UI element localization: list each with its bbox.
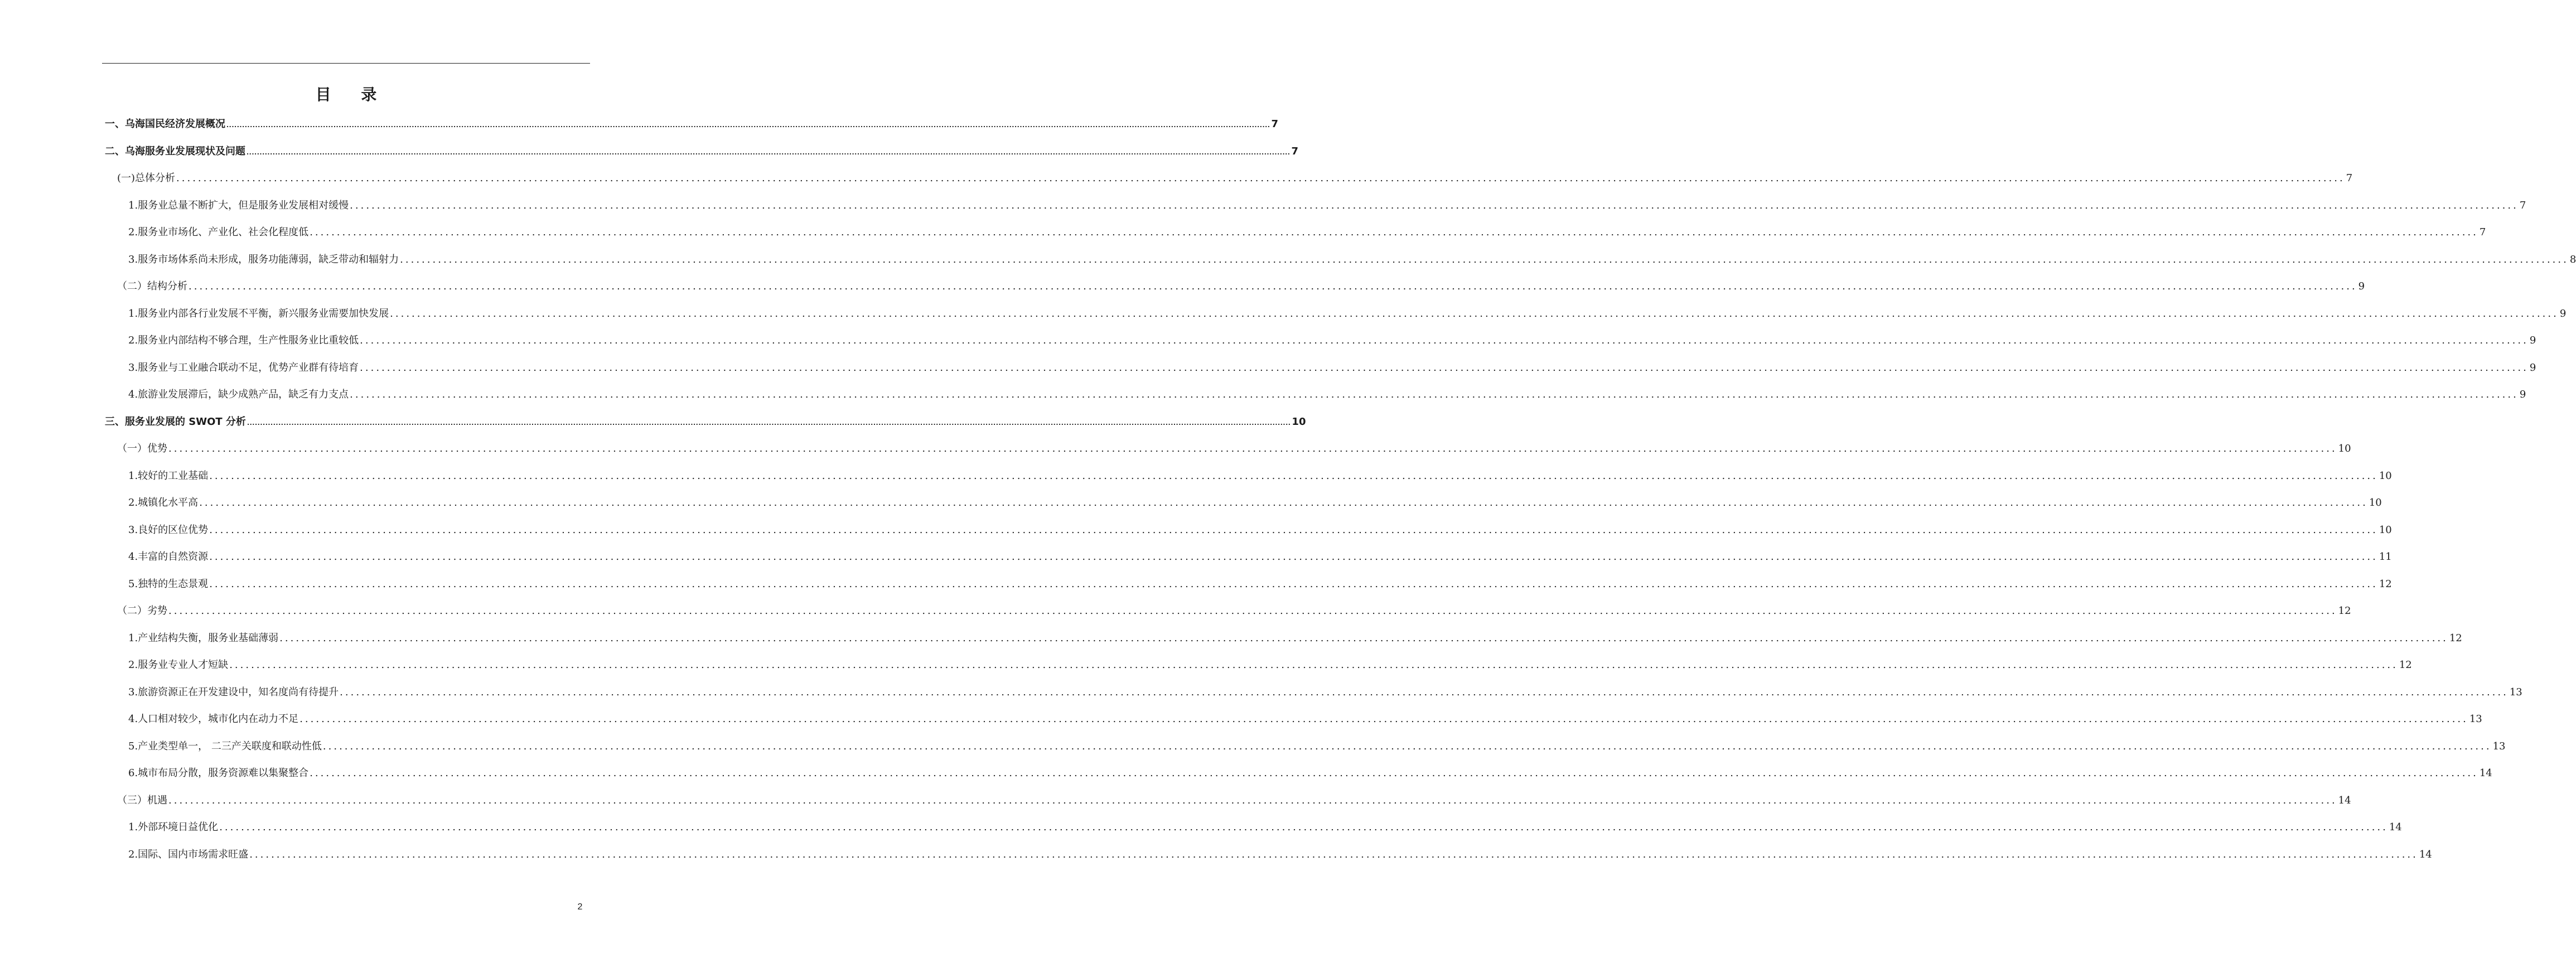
toc-dot-leader: ................................................................................................................................................................................................................................................................................................................................................................................................................ [189, 280, 2357, 292]
toc-dot-leader: ................................................................................................................................................................................................................................................................................................................................................................................................................ [249, 849, 2418, 860]
toc-dot-leader: ................................................................................................................................................................................................................................................................................................................................................................................................................ [209, 524, 2378, 536]
toc-entry[interactable] [117, 170, 2353, 187]
toc-entry-label: （三）机遇 [117, 795, 167, 806]
toc-entry-label: 2.服务业市场化、产业化、社会化程度低 [128, 226, 309, 238]
toc-entry[interactable] [128, 197, 2526, 214]
page-number: 2 [577, 902, 583, 912]
toc-entry[interactable] [128, 522, 2392, 539]
toc-dot-leader: ................................................................................................................................................................................................................................................................................................................................................................................................................ [168, 605, 2337, 617]
toc-dot-leader: ................................................................................................................................................................................................................................................................................................................................................................................................................ [340, 686, 2509, 698]
toc-dot-leader: ................................................................................................................................................................................................................................................................................................................................................................................................................ [209, 578, 2378, 590]
toc-dot-leader: ................................................................................................................................................................................................................................................................................................................................................................................................................ [310, 226, 2478, 238]
toc-entry-page: 11 [2379, 551, 2392, 563]
toc-entry[interactable] [128, 711, 2482, 728]
toc-dot-leader: ................................................................................................................................................................................................................................................................................................................................................................................................................ [360, 335, 2529, 346]
toc-entry-label: 3.服务业与工业融合联动不足，优势产业群有待培育 [128, 362, 359, 374]
toc-dot-leader: ................................................................................................................................................................................................................................................................................................................................................................................................................ [299, 713, 2468, 725]
toc-entry-label: 4.人口相对较少，城市化内在动力不足 [128, 713, 299, 725]
toc-dot-leader: ................................................................................................................................................................................................................................................................................................................................................................................................................ [310, 767, 2478, 779]
toc-entry-page: 10 [2338, 443, 2351, 454]
toc-entry[interactable] [128, 360, 2536, 376]
toc-entry-label: 5.产业类型单一， 二三产关联度和联动性低 [128, 740, 322, 752]
toc-entry[interactable] [128, 386, 2526, 403]
toc-entry-page: 10 [2369, 497, 2382, 509]
toc-entry-page: 14 [2338, 795, 2351, 806]
toc-entry-page: 8 [2569, 254, 2576, 265]
toc-dot-leader: ................................................................................................................................................................................................................................................................................................................................................................................................................ [219, 821, 2388, 833]
toc-entry-label: 1.较好的工业基础 [128, 470, 209, 482]
toc-entry-label: 一、乌海国民经济发展概况 [105, 118, 225, 130]
toc-entry[interactable] [117, 278, 2365, 295]
toc-entry-label: 4.旅游业发展滞后，缺少成熟产品，缺乏有力支点 [128, 389, 349, 400]
toc-dot-leader: ................................................................................................................................................................................................................................................................................................................................................................................................................ [176, 172, 2345, 184]
toc-entry-label: 3.服务市场体系尚未形成，服务功能薄弱，缺乏带动和辐射力 [128, 254, 399, 265]
toc-entry-page: 7 [2519, 200, 2526, 211]
toc-entry-page: 7 [1271, 118, 1279, 130]
toc-dot-leader: ................................................................................................................................................................................................................................................................................................................................................................................................................ [199, 497, 2368, 509]
toc-entry-label: 1.产业结构失衡，服务业基础薄弱 [128, 632, 279, 644]
toc-entry[interactable] [105, 116, 1279, 133]
toc-dot-leader: ................................................................................................................................................................................................................................................................................................................................................................................................................ [226, 122, 1270, 129]
toc-entry-page: 14 [2479, 767, 2492, 779]
toc-entry[interactable] [128, 306, 2567, 322]
toc-entry-page: 12 [2399, 659, 2412, 671]
toc-entry[interactable] [128, 765, 2492, 782]
toc-entry[interactable] [128, 738, 2506, 755]
toc-entry-label: 1.服务业总量不断扩大，但是服务业发展相对缓慢 [128, 200, 349, 211]
toc-dot-leader: ................................................................................................................................................................................................................................................................................................................................................................................................................ [400, 254, 2569, 265]
toc-entry[interactable] [128, 468, 2392, 485]
toc-dot-leader: ................................................................................................................................................................................................................................................................................................................................................................................................................ [360, 362, 2529, 374]
toc-entry-label: 2.国际、国内市场需求旺盛 [128, 849, 249, 860]
toc-entry-label: （二）劣势 [117, 605, 167, 617]
toc-dot-leader: ................................................................................................................................................................................................................................................................................................................................................................................................................ [322, 740, 2492, 752]
toc-entry-label: 2.城镇化水平高 [128, 497, 199, 509]
toc-entry-page: 9 [2529, 335, 2536, 346]
toc-dot-leader: ................................................................................................................................................................................................................................................................................................................................................................................................................ [209, 551, 2378, 563]
toc-dot-leader: ................................................................................................................................................................................................................................................................................................................................................................................................................ [168, 443, 2337, 454]
toc-entry-label: 3.良好的区位优势 [128, 524, 209, 536]
toc-entry-label: 2.服务业专业人才短缺 [128, 659, 229, 671]
toc-entry-label: 1.外部环境日益优化 [128, 821, 219, 833]
toc-entry-page: 7 [2479, 226, 2486, 238]
toc-entry-page: 14 [2389, 821, 2402, 833]
toc-entry[interactable] [128, 224, 2486, 241]
toc-entry-page: 12 [2449, 632, 2462, 644]
toc-entry[interactable] [128, 549, 2392, 565]
toc-dot-leader: ................................................................................................................................................................................................................................................................................................................................................................................................................ [279, 632, 2448, 644]
toc-entry-page: 12 [2338, 605, 2351, 617]
toc-entry[interactable] [128, 576, 2392, 593]
toc-dot-leader: ................................................................................................................................................................................................................................................................................................................................................................................................................ [390, 308, 2559, 319]
toc-entry[interactable] [117, 440, 2351, 457]
toc-entry-label: 4.丰富的自然资源 [128, 551, 209, 563]
toc-title: 目 录 [315, 85, 389, 104]
toc-entry-label: 三、服务业发展的 SWOT 分析 [105, 416, 246, 428]
toc-entry[interactable] [128, 630, 2462, 647]
toc-entry-label: 1.服务业内部各行业发展不平衡，新兴服务业需要加快发展 [128, 308, 389, 319]
toc-entry-page: 13 [2492, 740, 2506, 752]
toc-entry[interactable] [128, 819, 2402, 836]
toc-entry-page: 9 [2358, 280, 2365, 292]
toc-entry-label: （一）优势 [117, 443, 167, 454]
toc-entry-label: (一)总体分析 [117, 172, 176, 184]
toc-entry-label: 3.旅游资源正在开发建设中，知名度尚有待提升 [128, 686, 339, 698]
toc-entry-page: 9 [2529, 362, 2536, 374]
toc-dot-leader: ................................................................................................................................................................................................................................................................................................................................................................................................................ [350, 389, 2519, 400]
toc-dot-leader: ................................................................................................................................................................................................................................................................................................................................................................................................................ [247, 419, 1291, 427]
toc-entry-page: 10 [2379, 470, 2392, 482]
toc-entry[interactable] [128, 251, 2576, 268]
header-rule [102, 63, 590, 64]
toc-entry-page: 7 [1291, 146, 1299, 157]
toc-entry[interactable] [117, 792, 2351, 809]
toc-entry-page: 10 [1292, 416, 1306, 428]
toc-entry[interactable] [128, 684, 2522, 701]
toc-entry-label: 2.服务业内部结构不够合理，生产性服务业比重较低 [128, 335, 359, 346]
toc-dot-leader: ................................................................................................................................................................................................................................................................................................................................................................................................................ [350, 200, 2519, 211]
toc-entry-page: 10 [2379, 524, 2392, 536]
toc-entry[interactable] [128, 657, 2412, 674]
toc-entry-page: 9 [2519, 389, 2526, 400]
toc-entry-label: （二）结构分析 [117, 280, 187, 292]
toc-entry-page: 7 [2346, 172, 2353, 184]
toc-entry-page: 12 [2379, 578, 2392, 590]
toc-dot-leader: ................................................................................................................................................................................................................................................................................................................................................................................................................ [229, 659, 2398, 671]
toc-entry-page: 9 [2559, 308, 2567, 319]
toc-entry-page: 13 [2509, 686, 2522, 698]
toc-entry-label: 二、乌海服务业发展现状及问题 [105, 146, 245, 157]
toc-entry[interactable] [105, 143, 1299, 160]
toc-entry[interactable] [128, 495, 2382, 511]
toc-dot-leader: ................................................................................................................................................................................................................................................................................................................................................................................................................ [247, 149, 1291, 156]
toc-entry[interactable] [128, 332, 2536, 349]
toc-entry-label: 6.城市布局分散，服务资源难以集聚整合 [128, 767, 309, 779]
toc-entry-label: 5.独特的生态景观 [128, 578, 209, 590]
toc-entry[interactable] [105, 414, 1306, 430]
toc-entry[interactable] [128, 846, 2432, 863]
toc-entry-page: 13 [2469, 713, 2482, 725]
toc-dot-leader: ................................................................................................................................................................................................................................................................................................................................................................................................................ [209, 470, 2378, 482]
toc-dot-leader: ................................................................................................................................................................................................................................................................................................................................................................................................................ [168, 795, 2337, 806]
toc-entry-page: 14 [2419, 849, 2432, 860]
toc-entry[interactable] [117, 603, 2351, 619]
